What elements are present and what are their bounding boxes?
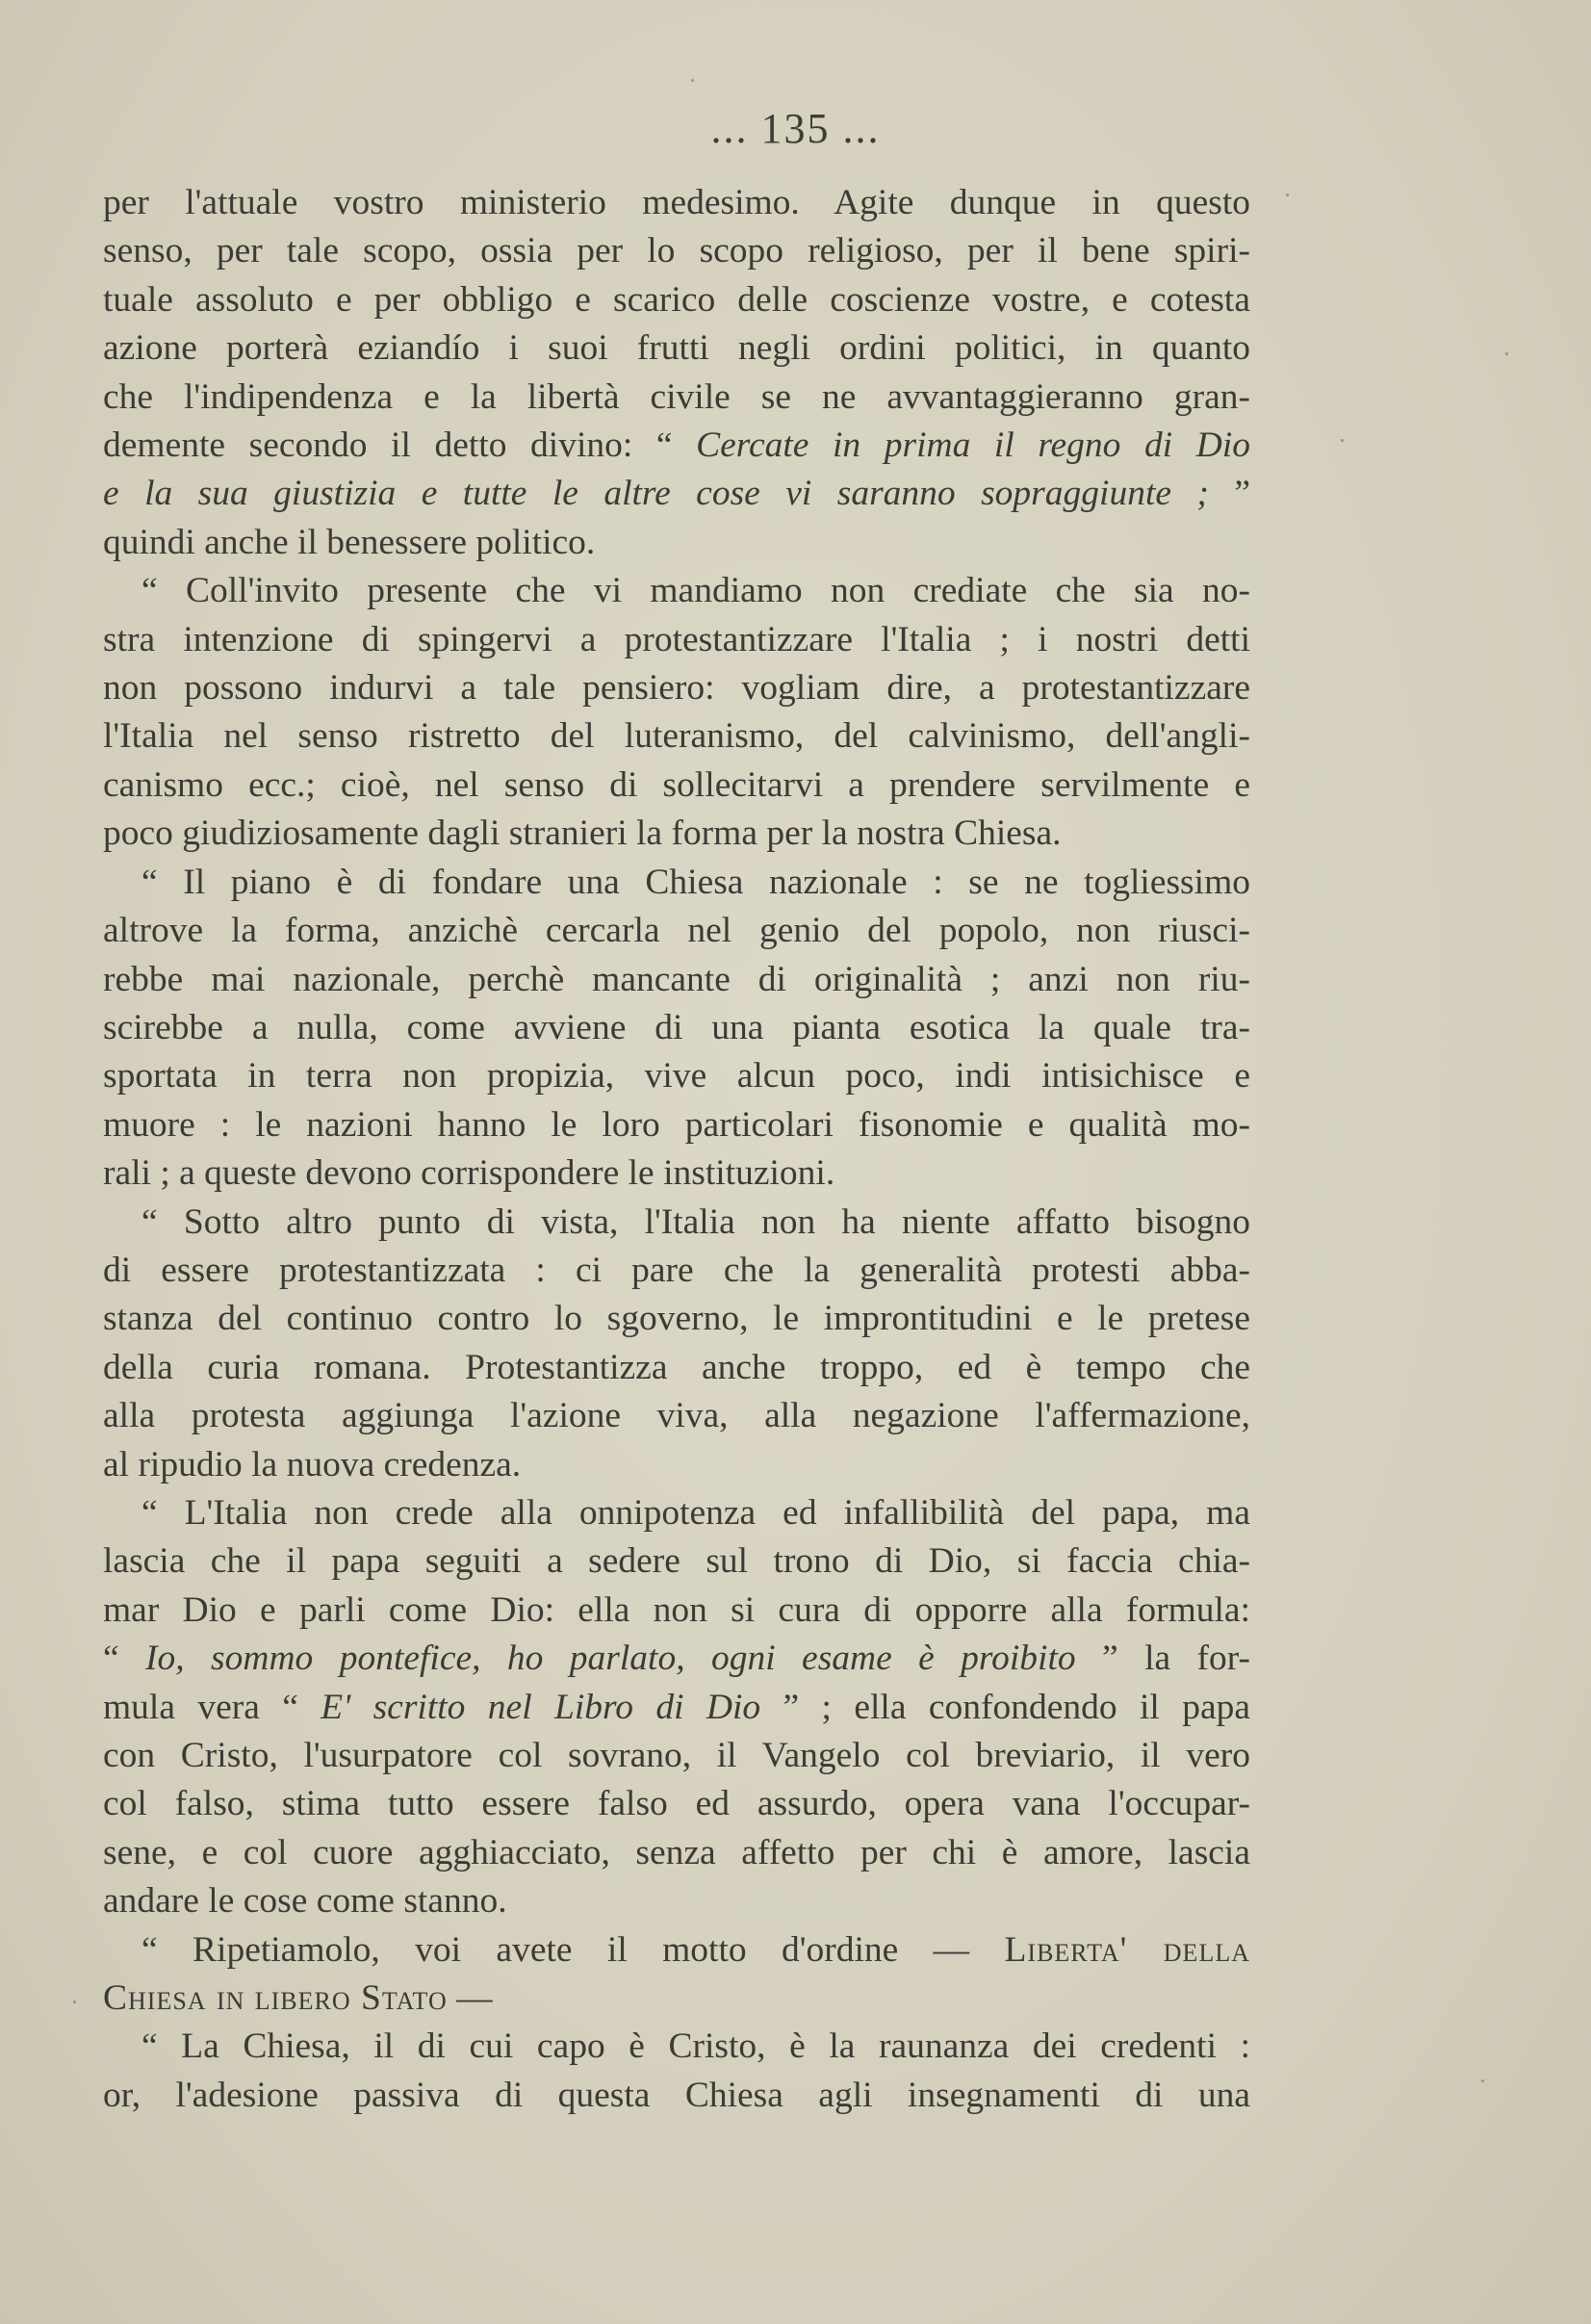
page-body-text xyxy=(103,179,1250,2120)
text-line xyxy=(103,1780,1250,1828)
text-line xyxy=(103,1877,1250,1925)
text-line xyxy=(103,1635,1250,1683)
text-line xyxy=(103,810,1250,858)
text-line xyxy=(103,1101,1250,1149)
text-line xyxy=(103,1247,1250,1295)
text-run: “ La Chiesa, il di cui capo è Cristo, è la raunanza dei credenti : xyxy=(141,2027,1250,2067)
text-run: or, l'adesione passiva di questa Chiesa agli insegnamenti di una xyxy=(103,2075,1250,2115)
paper-speck xyxy=(1505,352,1508,355)
text-line xyxy=(103,1975,1250,2023)
text-run: “ Ripetiamolo, voi avete il motto d'ordine — xyxy=(141,1929,1005,1970)
smallcaps-text-run: Liberta' della xyxy=(1004,1929,1250,1970)
text-run: lascia che il papa seguiti a sedere sul trono di Dio, si faccia chia- xyxy=(103,1541,1250,1582)
text-line xyxy=(103,907,1250,955)
text-run: senso, per tale scopo, ossia per lo scopo religioso, per il bene spiri- xyxy=(103,231,1250,271)
text-run: sene, e col cuore agghiacciato, senza affetto per chi è amore, lascia xyxy=(103,1832,1250,1872)
text-run: stanza del continuo contro lo sgoverno, le improntitudini e le pretese xyxy=(103,1299,1250,1339)
text-line xyxy=(103,664,1250,712)
text-line xyxy=(103,1052,1250,1100)
text-run: l'Italia nel senso ristretto del luteranismo, del calvinismo, dell'angli- xyxy=(103,716,1250,757)
text-line xyxy=(103,1926,1250,1975)
text-line xyxy=(103,1392,1250,1440)
text-line xyxy=(103,956,1250,1004)
text-run: poco giudiziosamente dagli stranieri la forma per la nostra Chiesa. xyxy=(103,813,1062,854)
text-run: per l'attuale vostro ministerio medesimo. Agite dunque in questo xyxy=(103,183,1250,222)
text-run: con Cristo, l'usurpatore col sovrano, il Vangelo col breviario, il vero xyxy=(103,1736,1250,1775)
text-run: stra intenzione di spingervi a protestantizzare l'Italia ; i nostri detti xyxy=(103,619,1250,659)
text-run: di essere protestantizzata : ci pare che la generalità protesti abba- xyxy=(103,1250,1250,1290)
text-line xyxy=(103,276,1250,324)
page-header: ... 135 ... xyxy=(710,105,881,152)
paper-speck xyxy=(1481,2079,1484,2082)
text-line xyxy=(103,179,1250,227)
text-run: sportata in terra non propizia, vive alcun poco, indi intisichisce e xyxy=(103,1056,1250,1097)
text-run: “ Il piano è di fondare una Chiesa nazionale : se ne togliessimo xyxy=(141,862,1250,902)
text-run: andare le cose come stanno. xyxy=(103,1881,507,1922)
text-line xyxy=(103,1149,1250,1198)
italic-text-run: Cercate in prima il regno di Dio xyxy=(696,426,1250,466)
smallcaps-text-run: Chiesa in libero Stato xyxy=(103,1978,448,2019)
italic-text-run: E' scritto nel Libro di Dio xyxy=(321,1687,761,1727)
text-line xyxy=(103,1732,1250,1780)
text-run: “ Sotto altro punto di vista, l'Italia non ha niente affatto bisogno xyxy=(141,1201,1250,1242)
paper-speck xyxy=(691,79,694,82)
text-line xyxy=(103,1441,1250,1489)
text-run: al ripudio la nuova credenza. xyxy=(103,1444,522,1485)
text-line xyxy=(103,519,1250,567)
text-line xyxy=(103,712,1250,761)
text-line xyxy=(103,1489,1250,1537)
text-run: “ xyxy=(103,1639,146,1679)
text-run: canismo ecc.; cioè, nel senso di sollecitarvi a prendere servilmente e xyxy=(103,764,1250,805)
paper-speck xyxy=(73,2001,76,2003)
text-line xyxy=(103,1684,1250,1732)
text-line xyxy=(103,470,1250,518)
text-line xyxy=(103,227,1250,275)
text-line xyxy=(103,324,1250,373)
text-line xyxy=(103,1295,1250,1343)
text-run: ” ; ella confondendo il papa xyxy=(760,1687,1250,1727)
text-line xyxy=(103,1587,1250,1635)
text-line xyxy=(103,2023,1250,2071)
paper-speck xyxy=(1286,194,1289,196)
text-run: azione porterà eziandío i suoi frutti negli ordini politici, in quanto xyxy=(103,328,1250,369)
text-run: “ Coll'invito presente che vi mandiamo non crediate che sia no- xyxy=(141,571,1250,611)
italic-text-run: e la sua giustizia e tutte le altre cose vi saranno sopraggiunte ; xyxy=(103,474,1209,514)
text-run: rebbe mai nazionale, perchè mancante di originalità ; anzi non riu- xyxy=(103,959,1250,999)
text-run: ” xyxy=(1208,474,1250,514)
text-run: altrove la forma, anzichè cercarla nel genio del popolo, non riusci- xyxy=(103,911,1250,951)
text-run: alla protesta aggiunga l'azione viva, alla negazione l'affermazione, xyxy=(103,1396,1250,1436)
text-line xyxy=(103,859,1250,907)
text-run: scirebbe a nulla, come avviene di una pianta esotica la quale tra- xyxy=(103,1007,1250,1047)
text-run: muore : le nazioni hanno le loro particolari fisonomie e qualità mo- xyxy=(103,1104,1250,1145)
text-run: non possono indurvi a tale pensiero: vogliam dire, a protestantizzare xyxy=(103,668,1250,709)
text-line xyxy=(103,616,1250,664)
text-run: “ L'Italia non crede alla onnipotenza ed infallibilità del papa, ma xyxy=(141,1492,1250,1533)
paper-speck xyxy=(1341,439,1344,442)
text-run: demente secondo il detto divino: “ xyxy=(103,426,697,466)
text-line xyxy=(103,567,1250,615)
text-line xyxy=(103,2072,1250,2120)
text-run: tuale assoluto e per obbligo e scarico delle coscienze vostre, e cotesta xyxy=(103,279,1250,320)
text-line xyxy=(103,1537,1250,1586)
italic-text-run: Io, sommo pontefice, ho parlato, ogni esame è proibito xyxy=(145,1639,1076,1679)
text-run: ” la for- xyxy=(1075,1639,1250,1679)
text-run: che l'indipendenza e la libertà civile se ne avvantaggieranno gran- xyxy=(103,376,1250,417)
text-line xyxy=(103,762,1250,810)
text-run: col falso, stima tutto essere falso ed assurdo, opera vana l'occupar- xyxy=(103,1784,1250,1824)
text-run: mula vera “ xyxy=(103,1687,321,1727)
text-line xyxy=(103,1199,1250,1247)
text-run: della curia romana. Protestantizza anche troppo, ed è tempo che xyxy=(103,1347,1250,1387)
text-line xyxy=(103,1829,1250,1877)
text-line xyxy=(103,422,1250,470)
text-run: — xyxy=(447,1978,493,2019)
text-run: rali ; a queste devono corrispondere le instituzioni. xyxy=(103,1153,835,1194)
text-run: mar Dio e parli come Dio: ella non si cura di opporre alla formula: xyxy=(103,1589,1250,1630)
text-line xyxy=(103,1344,1250,1392)
text-run: quindi anche il benessere politico. xyxy=(103,522,596,562)
text-line xyxy=(103,1004,1250,1052)
text-line xyxy=(103,374,1250,422)
